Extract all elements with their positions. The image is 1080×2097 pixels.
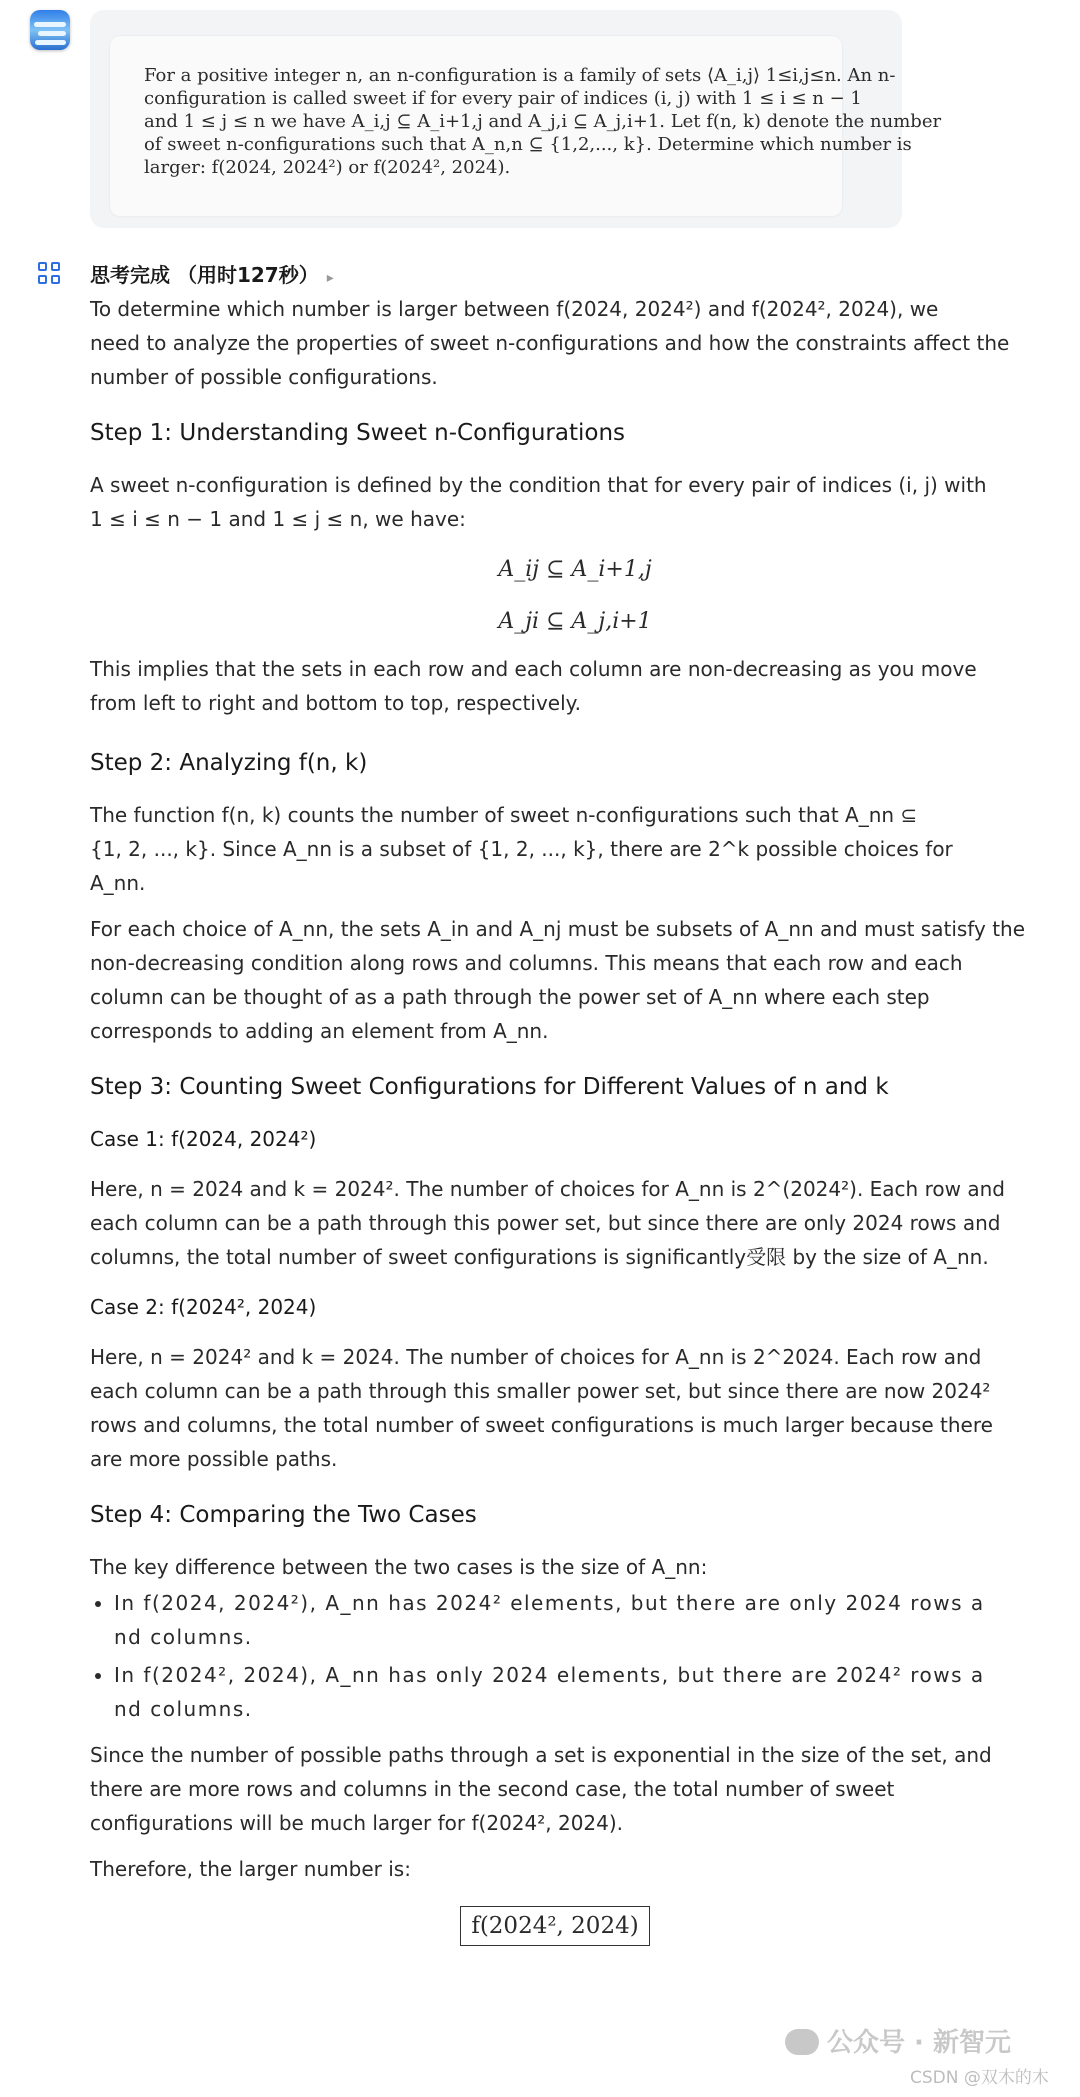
equation-row-inclusion: A_ij ⊆ A_i+1,j [498, 557, 652, 582]
watermark [785, 2022, 1011, 2059]
step4-paragraph: The key difference between the two cases is the size of A_nn: [90, 1555, 708, 1579]
answer-intro [90, 292, 1060, 394]
step2-heading: Step 2: Analyzing f(n, k) [90, 750, 368, 776]
step4-heading: Step 4: Comparing the Two Cases [90, 1502, 477, 1528]
text-line: {1, 2, ..., k}. Since A_nn is a subset of {1, 2, ..., k}, there are 2^k possible choices for [90, 837, 953, 861]
text-line: number of possible configurations. [90, 365, 438, 389]
text-line: are more possible paths. [90, 1447, 338, 1471]
text-line: Since the number of possible paths through a set is exponential in the size of the set, and [90, 1743, 992, 1767]
case2-heading: Case 2: f(2024², 2024) [90, 1295, 317, 1319]
text-line: nd columns. [114, 1625, 253, 1649]
text-line: For each choice of A_nn, the sets A_in and A_nj must be subsets of A_nn and must satisfy the [90, 917, 1026, 941]
comparison-list [90, 1586, 1060, 1726]
text-line: In f(2024², 2024), A_nn has only 2024 elements, but there are 2024² rows a [114, 1663, 985, 1687]
answer-content [90, 288, 1060, 1946]
question-image [110, 36, 942, 216]
text-line: 1 ≤ i ≤ n − 1 and 1 ≤ j ≤ n, we have: [90, 507, 466, 531]
list-item [114, 1586, 1060, 1654]
watermark-label: 公众号 · 新智元 [827, 2028, 1011, 2058]
text-line: corresponds to adding an element from A_nn. [90, 1019, 549, 1043]
text-line: In f(2024, 2024²), A_nn has 2024² elements, but there are only 2024 rows a [114, 1591, 985, 1615]
question-line: and 1 ≤ j ≤ n we have A_i,j ⊆ A_i+1,j and A_j,i ⊆ A_j,i+1. Let f(n, k) denote the number [144, 111, 942, 132]
case1-heading: Case 1: f(2024, 2024²) [90, 1127, 317, 1151]
step1-paragraph [90, 468, 1060, 536]
text-line: A sweet n-configuration is defined by the condition that for every pair of indices (i, j) with [90, 473, 987, 497]
case1-paragraph [90, 1172, 1060, 1274]
text-line: rows and columns, the total number of sweet configurations is much larger because there [90, 1413, 993, 1437]
step3-heading: Step 3: Counting Sweet Configurations for Different Values of n and k [90, 1074, 889, 1100]
expand-arrow-icon[interactable]: ▸ [326, 270, 334, 286]
text-line: columns, the total number of sweet configurations is significantly受限 by the size of A_nn. [90, 1245, 989, 1269]
text-line: non-decreasing condition along rows and columns. This means that each row and each [90, 951, 963, 975]
text-line: A_nn. [90, 871, 146, 895]
csdn-credit: CSDN @双木的木 [910, 2068, 1049, 2088]
thinking-status[interactable] [90, 259, 334, 288]
question-line: larger: f(2024, 2024²) or f(2024², 2024). [144, 157, 511, 178]
text-line: from left to right and bottom to top, respectively. [90, 691, 581, 715]
case2-paragraph [90, 1340, 1060, 1476]
final-answer-box: f(2024², 2024) [460, 1906, 649, 1946]
question-line: For a positive integer n, an n-configuration is a family of sets ⟨A_i,j⟩ 1≤i,j≤n. An n- [144, 65, 896, 86]
question-line: of sweet n-configurations such that A_n,n ⊆ {1,2,..., k}. Determine which number is [144, 134, 912, 155]
text-line: Here, n = 2024 and k = 2024². The number of choices for A_nn is 2^(2024²). Each row and [90, 1177, 1005, 1201]
text-line: need to analyze the properties of sweet n-configurations and how the constraints affect the [90, 331, 1010, 355]
text-line: nd columns. [114, 1697, 253, 1721]
assistant-avatar [30, 10, 70, 50]
wechat-icon [785, 2029, 819, 2055]
text-line: there are more rows and columns in the second case, the total number of sweet [90, 1777, 895, 1801]
conclusion-text: Therefore, the larger number is: [90, 1857, 411, 1881]
text-line: each column can be a path through this smaller power set, but since there are now 2024² [90, 1379, 991, 1403]
step2-paragraph-1 [90, 798, 1060, 900]
list-item [114, 1658, 1060, 1726]
text-line: To determine which number is larger between f(2024, 2024²) and f(2024², 2024), we [90, 297, 939, 321]
step4-reasoning [90, 1738, 1060, 1840]
equation-column-inclusion: A_ji ⊆ A_j,i+1 [498, 609, 652, 634]
step1-heading: Step 1: Understanding Sweet n-Configurations [90, 420, 626, 446]
text-line: This implies that the sets in each row and each column are non-decreasing as you move [90, 657, 977, 681]
step2-paragraph-2 [90, 912, 1060, 1048]
step1-implication [90, 652, 1060, 720]
text-line: each column can be a path through this power set, but since there are only 2024 rows and [90, 1211, 1001, 1235]
thinking-status-label: 思考完成 （用时127秒） [90, 263, 319, 287]
text-line: column can be thought of as a path through the power set of A_nn where each step [90, 985, 930, 1009]
text-line: configurations will be much larger for f(2024², 2024). [90, 1811, 624, 1835]
text-line: The function f(n, k) counts the number of sweet n-configurations such that A_nn ⊆ [90, 803, 918, 827]
question-line: configuration is called sweet if for every pair of indices (i, j) with 1 ≤ i ≤ n − 1 [144, 88, 862, 109]
user-message-bubble [90, 10, 942, 228]
text-line: Here, n = 2024² and k = 2024. The number of choices for A_nn is 2^2024. Each row and [90, 1345, 982, 1369]
apps-grid-icon [38, 262, 62, 286]
